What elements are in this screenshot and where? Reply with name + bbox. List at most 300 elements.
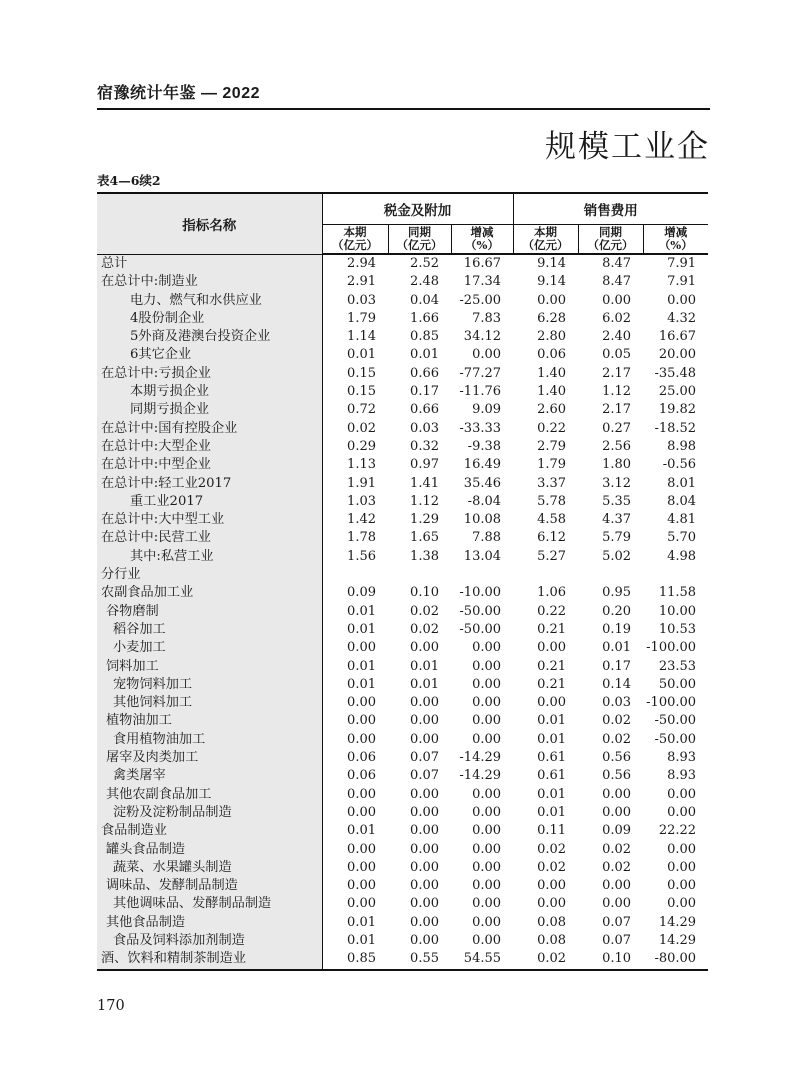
- value-cell: 0.00: [602, 804, 632, 820]
- value-cell: 1.65: [410, 530, 439, 546]
- value-cell: 0.85: [410, 329, 439, 345]
- value-cell: 0.14: [602, 676, 632, 692]
- table-row: [97, 658, 708, 676]
- value-cell: 0.00: [347, 841, 376, 857]
- table-row: [97, 786, 708, 804]
- indicator-cell: 重工业2017: [97, 493, 322, 511]
- value-cell: 1.14: [347, 329, 376, 345]
- value-cell: 0.00: [472, 878, 502, 894]
- table-row: [97, 877, 708, 895]
- value-cell: 8.04: [667, 493, 697, 509]
- table-row: [97, 694, 708, 712]
- value-cell: 23.53: [658, 658, 697, 674]
- sub-header-line2: （亿元）: [587, 237, 634, 252]
- table-row: [97, 767, 708, 785]
- value-cell: 2.48: [410, 274, 439, 290]
- sub-header-same-period-2: [578, 224, 643, 254]
- value-cell: 54.55: [463, 951, 502, 967]
- value-cell: 1.91: [347, 475, 376, 491]
- value-cell: 0.02: [347, 420, 376, 436]
- value-cell: 0.55: [410, 951, 439, 967]
- value-cell: 0.00: [472, 896, 502, 912]
- value-cell: 0.00: [472, 676, 502, 692]
- value-cell: 8.01: [667, 475, 697, 491]
- value-cell: 0.07: [602, 932, 632, 948]
- value-cell: 0.00: [472, 914, 502, 930]
- value-cell: 0.02: [410, 603, 439, 619]
- indicator-cell: 酒、饮料和精制茶制造业: [97, 950, 322, 969]
- value-cell: 4.98: [667, 548, 697, 564]
- indicator-cell: 6其它企业: [97, 346, 322, 364]
- value-cell: 0.56: [602, 750, 632, 766]
- value-cell: 0.02: [410, 621, 439, 637]
- value-cell: 0.27: [602, 420, 632, 436]
- value-cell: -18.52: [654, 420, 697, 436]
- value-cell: 1.12: [410, 493, 439, 509]
- value-cell: 6.12: [537, 530, 567, 546]
- indicator-cell: 淀粉及淀粉制品制造: [97, 804, 322, 822]
- value-cell: 0.02: [602, 841, 632, 857]
- value-cell: 0.06: [537, 347, 567, 363]
- value-cell: 2.17: [602, 365, 632, 381]
- page-title: 规模工业企: [545, 129, 710, 165]
- value-cell: -50.00: [654, 731, 697, 747]
- value-cell: 4.58: [537, 512, 567, 528]
- indicator-cell: 禽类屠宰: [97, 767, 322, 785]
- table-row: [97, 401, 708, 419]
- table-row: [97, 273, 708, 291]
- value-cell: 8.93: [667, 750, 697, 766]
- table-row: [97, 566, 708, 584]
- value-cell: 0.00: [472, 347, 502, 363]
- value-cell: 0.02: [537, 951, 567, 967]
- value-cell: 0.00: [602, 896, 632, 912]
- value-cell: 1.12: [602, 384, 632, 400]
- value-cell: 10.08: [463, 512, 502, 528]
- value-cell: 0.00: [472, 713, 502, 729]
- value-cell: 0.07: [410, 768, 439, 784]
- value-cell: 0.00: [472, 823, 502, 839]
- value-cell: 5.35: [602, 493, 632, 509]
- value-cell: 0.07: [602, 914, 632, 930]
- table-row: [97, 328, 708, 346]
- value-cell: 0.00: [410, 896, 439, 912]
- value-cell: 0.08: [537, 914, 567, 930]
- value-cell: [513, 566, 578, 584]
- value-cell: 0.29: [347, 438, 376, 454]
- table-row: [97, 511, 708, 529]
- value-cell: 0.00: [410, 823, 439, 839]
- indicator-cell: 4股份制企业: [97, 310, 322, 328]
- table-label: 表4—6续2: [97, 173, 161, 188]
- table-row: [97, 420, 708, 438]
- value-cell: -50.00: [459, 603, 502, 619]
- value-cell: 0.01: [347, 676, 376, 692]
- value-cell: [451, 566, 513, 584]
- indicator-cell: 在总计中:大型企业: [97, 438, 322, 456]
- value-cell: 0.01: [347, 621, 376, 637]
- value-cell: -50.00: [654, 713, 697, 729]
- value-cell: 14.29: [658, 932, 697, 948]
- value-cell: 0.00: [472, 640, 502, 656]
- value-cell: 0.01: [537, 713, 567, 729]
- value-cell: 16.67: [658, 329, 697, 345]
- value-cell: [643, 566, 708, 584]
- indicator-cell: 调味品、发酵制品制造: [97, 877, 322, 895]
- value-cell: 0.01: [602, 640, 632, 656]
- value-cell: 0.00: [347, 896, 376, 912]
- indicator-cell: 其他调味品、发酵制品制造: [97, 895, 322, 913]
- value-cell: 0.01: [537, 804, 567, 820]
- value-cell: 0.00: [537, 292, 567, 308]
- value-cell: 0.10: [410, 585, 439, 601]
- value-cell: 8.93: [667, 768, 697, 784]
- sub-header-line2: （亿元）: [522, 237, 569, 252]
- value-cell: 5.79: [602, 530, 632, 546]
- value-cell: 1.79: [347, 310, 376, 326]
- table-row: [97, 621, 708, 639]
- indicator-cell: 罐头食品制造: [97, 841, 322, 859]
- value-cell: 0.15: [347, 365, 376, 381]
- value-cell: 0.00: [410, 640, 439, 656]
- table-body: [97, 254, 708, 970]
- value-cell: 0.22: [537, 420, 567, 436]
- value-cell: 5.70: [667, 530, 697, 546]
- table-row: [97, 603, 708, 621]
- value-cell: 0.00: [410, 713, 439, 729]
- table-row: [97, 475, 708, 493]
- value-cell: 0.00: [667, 292, 697, 308]
- indicator-cell: 在总计中:民营工业: [97, 529, 322, 547]
- value-cell: [578, 566, 643, 584]
- value-cell: 2.91: [347, 274, 376, 290]
- value-cell: 0.00: [347, 731, 376, 747]
- indicator-cell: 在总计中:轻工业2017: [97, 475, 322, 493]
- table-row: [97, 950, 708, 969]
- table-row: [97, 895, 708, 913]
- page-number: 170: [97, 998, 125, 1014]
- value-cell: 8.98: [667, 438, 697, 454]
- indicator-cell: 蔬菜、水果罐头制造: [97, 859, 322, 877]
- value-cell: 1.13: [347, 457, 376, 473]
- value-cell: 0.01: [537, 786, 567, 802]
- value-cell: 0.00: [410, 786, 439, 802]
- sub-header-line1: 本期: [343, 224, 367, 239]
- table-row: [97, 712, 708, 730]
- value-cell: 1.56: [347, 548, 376, 564]
- value-cell: 19.82: [658, 402, 697, 418]
- value-cell: 0.01: [347, 932, 376, 948]
- value-cell: -80.00: [654, 951, 697, 967]
- sub-header-line1: 增减: [470, 224, 494, 239]
- value-cell: 0.01: [347, 603, 376, 619]
- value-cell: 0.00: [667, 786, 697, 802]
- value-cell: -25.00: [459, 292, 502, 308]
- value-cell: 0.00: [472, 932, 502, 948]
- value-cell: 0.22: [537, 603, 567, 619]
- table-row: [97, 822, 708, 840]
- statistics-table: [97, 192, 708, 971]
- value-cell: 0.95: [602, 585, 632, 601]
- value-cell: 8.47: [602, 256, 632, 271]
- value-cell: 3.37: [537, 475, 567, 491]
- value-cell: 0.09: [602, 823, 632, 839]
- value-cell: 25.00: [658, 384, 697, 400]
- value-cell: 22.22: [658, 823, 697, 839]
- value-cell: 35.46: [463, 475, 502, 491]
- group-header-tax-and-surcharges: 税金及附加: [322, 193, 513, 224]
- value-cell: 0.00: [347, 640, 376, 656]
- value-cell: 0.15: [347, 384, 376, 400]
- table-row: [97, 914, 708, 932]
- value-cell: 0.10: [602, 951, 632, 967]
- value-cell: 0.56: [602, 768, 632, 784]
- value-cell: 0.01: [347, 914, 376, 930]
- value-cell: 0.72: [347, 402, 376, 418]
- value-cell: -35.48: [654, 365, 697, 381]
- value-cell: 1.78: [347, 530, 376, 546]
- value-cell: 1.03: [347, 493, 376, 509]
- value-cell: 9.14: [537, 274, 567, 290]
- value-cell: 1.79: [537, 457, 567, 473]
- value-cell: 0.03: [410, 420, 439, 436]
- sub-header-line1: 同期: [408, 224, 431, 239]
- value-cell: 2.17: [602, 402, 632, 418]
- value-cell: 0.01: [347, 347, 376, 363]
- value-cell: 0.66: [410, 402, 439, 418]
- value-cell: 0.02: [537, 859, 567, 875]
- value-cell: 0.01: [347, 823, 376, 839]
- value-cell: 0.02: [537, 841, 567, 857]
- value-cell: 0.00: [347, 804, 376, 820]
- table-row: [97, 493, 708, 511]
- value-cell: 0.00: [537, 878, 567, 894]
- value-cell: 1.66: [410, 310, 439, 326]
- value-cell: 0.00: [667, 841, 697, 857]
- indicator-cell: 5外商及港澳台投资企业: [97, 328, 322, 346]
- sub-header-line1: 本期: [534, 224, 558, 239]
- value-cell: 0.61: [537, 768, 567, 784]
- value-cell: 0.00: [347, 713, 376, 729]
- indicator-cell: 食品制造业: [97, 822, 322, 840]
- value-cell: 0.01: [410, 658, 439, 674]
- indicator-cell: 宠物饲料加工: [97, 676, 322, 694]
- indicator-cell: 其他农副食品加工: [97, 786, 322, 804]
- value-cell: 0.00: [602, 878, 632, 894]
- indicator-cell: 总计: [97, 254, 322, 273]
- table-row: [97, 584, 708, 602]
- value-cell: -33.33: [459, 420, 502, 436]
- value-cell: 4.32: [667, 310, 697, 326]
- indicator-cell: 同期亏损企业: [97, 401, 322, 419]
- value-cell: 0.01: [410, 676, 439, 692]
- value-cell: -10.00: [459, 585, 502, 601]
- value-cell: 20.00: [658, 347, 697, 363]
- indicator-cell: 其他饲料加工: [97, 694, 322, 712]
- value-cell: 0.02: [602, 731, 632, 747]
- value-cell: 11.58: [658, 585, 697, 601]
- value-cell: 0.02: [602, 859, 632, 875]
- table-header: [97, 193, 708, 254]
- indicator-cell: 在总计中:中型企业: [97, 456, 322, 474]
- value-cell: 0.00: [410, 731, 439, 747]
- value-cell: 2.60: [537, 402, 567, 418]
- indicator-cell: 农副食品加工业: [97, 584, 322, 602]
- value-cell: 0.85: [347, 951, 376, 967]
- indicator-cell: 稻谷加工: [97, 621, 322, 639]
- table-row: [97, 292, 708, 310]
- sub-header-change-1: [451, 224, 513, 254]
- value-cell: -50.00: [459, 621, 502, 637]
- value-cell: 0.00: [410, 932, 439, 948]
- value-cell: 5.78: [537, 493, 567, 509]
- table-row: [97, 365, 708, 383]
- value-cell: 0.00: [347, 878, 376, 894]
- value-cell: 0.17: [410, 384, 439, 400]
- table-row: [97, 749, 708, 767]
- sub-header-line2: （%）: [465, 237, 499, 252]
- value-cell: 0.11: [537, 823, 567, 839]
- value-cell: 0.19: [602, 621, 632, 637]
- value-cell: -100.00: [646, 695, 697, 711]
- value-cell: 0.61: [537, 750, 567, 766]
- value-cell: 2.79: [537, 438, 567, 454]
- indicator-cell: 饲料加工: [97, 658, 322, 676]
- sub-header-current-period-2: [513, 224, 578, 254]
- value-cell: 0.00: [537, 695, 567, 711]
- value-cell: 0.17: [602, 658, 632, 674]
- value-cell: 5.27: [537, 548, 567, 564]
- value-cell: 1.42: [347, 512, 376, 528]
- value-cell: 5.02: [602, 548, 632, 564]
- value-cell: 2.52: [410, 256, 439, 271]
- table-row: [97, 438, 708, 456]
- table-row: [97, 529, 708, 547]
- value-cell: 2.80: [537, 329, 567, 345]
- value-cell: 0.21: [537, 658, 567, 674]
- value-cell: 2.94: [347, 256, 376, 271]
- value-cell: 2.56: [602, 438, 632, 454]
- indicator-cell: 谷物磨制: [97, 603, 322, 621]
- value-cell: 16.49: [463, 457, 502, 473]
- sub-header-line2: （%）: [658, 237, 693, 252]
- value-cell: 0.03: [347, 292, 376, 308]
- value-cell: 1.29: [410, 512, 439, 528]
- value-cell: 0.05: [602, 347, 632, 363]
- value-cell: 0.00: [410, 841, 439, 857]
- sub-header-line2: （亿元）: [396, 237, 443, 252]
- table-row: [97, 932, 708, 950]
- value-cell: [322, 566, 388, 584]
- table-row: [97, 383, 708, 401]
- indicator-cell: 在总计中:制造业: [97, 273, 322, 291]
- value-cell: 0.01: [410, 347, 439, 363]
- value-cell: 0.06: [347, 750, 376, 766]
- value-cell: 0.00: [410, 878, 439, 894]
- value-cell: 0.08: [537, 932, 567, 948]
- value-cell: 17.34: [463, 274, 502, 290]
- value-cell: 9.14: [537, 256, 567, 271]
- value-cell: 34.12: [463, 329, 502, 345]
- value-cell: 0.06: [347, 768, 376, 784]
- value-cell: 0.20: [602, 603, 632, 619]
- indicator-cell: 其中:私营工业: [97, 548, 322, 566]
- table-row: [97, 804, 708, 822]
- indicator-cell: 小麦加工: [97, 639, 322, 657]
- value-cell: 0.97: [410, 457, 439, 473]
- value-cell: 4.81: [667, 512, 697, 528]
- sub-header-line1: 增减: [664, 224, 688, 239]
- indicator-cell: 在总计中:亏损企业: [97, 365, 322, 383]
- value-cell: 0.00: [602, 786, 632, 802]
- value-cell: 0.04: [410, 292, 439, 308]
- value-cell: 0.66: [410, 365, 439, 381]
- value-cell: 0.02: [602, 713, 632, 729]
- table-row: [97, 639, 708, 657]
- value-cell: 16.67: [463, 256, 502, 271]
- value-cell: 0.03: [602, 695, 632, 711]
- value-cell: 0.21: [537, 621, 567, 637]
- value-cell: 0.01: [347, 658, 376, 674]
- value-cell: 0.00: [410, 914, 439, 930]
- value-cell: 0.00: [537, 640, 567, 656]
- sub-header-current-period-1: [322, 224, 388, 254]
- value-cell: 0.21: [537, 676, 567, 692]
- value-cell: -8.04: [467, 493, 502, 509]
- table-row: [97, 859, 708, 877]
- value-cell: 0.00: [410, 859, 439, 875]
- value-cell: 0.00: [410, 695, 439, 711]
- group-header-row: [97, 193, 708, 224]
- value-cell: 0.00: [537, 896, 567, 912]
- value-cell: 0.07: [410, 750, 439, 766]
- value-cell: 13.04: [463, 548, 502, 564]
- value-cell: 0.00: [472, 658, 502, 674]
- value-cell: -14.29: [459, 768, 502, 784]
- indicator-cell: 在总计中:国有控股企业: [97, 420, 322, 438]
- value-cell: 10.53: [658, 621, 697, 637]
- value-cell: -77.27: [459, 365, 502, 381]
- value-cell: 1.80: [602, 457, 632, 473]
- value-cell: 0.01: [537, 731, 567, 747]
- table-row: [97, 310, 708, 328]
- table-row: [97, 548, 708, 566]
- value-cell: 0.00: [347, 695, 376, 711]
- indicator-cell: 在总计中:大中型工业: [97, 511, 322, 529]
- value-cell: 0.00: [472, 786, 502, 802]
- value-cell: 0.00: [472, 841, 502, 857]
- value-cell: 0.00: [602, 292, 632, 308]
- value-cell: 7.88: [472, 530, 502, 546]
- indicator-column-header: 指标名称: [97, 193, 322, 254]
- table-row: [97, 456, 708, 474]
- value-cell: -14.29: [459, 750, 502, 766]
- value-cell: 0.00: [472, 695, 502, 711]
- table-row: [97, 254, 708, 273]
- indicator-cell: 食品及饲料添加剂制造: [97, 932, 322, 950]
- indicator-cell: 食用植物油加工: [97, 731, 322, 749]
- value-cell: 3.12: [602, 475, 632, 491]
- value-cell: 1.38: [410, 548, 439, 564]
- indicator-cell: 本期亏损企业: [97, 383, 322, 401]
- table-row: [97, 841, 708, 859]
- value-cell: 6.02: [602, 310, 632, 326]
- table-row: [97, 346, 708, 364]
- value-cell: -100.00: [646, 640, 697, 656]
- value-cell: 0.00: [472, 731, 502, 747]
- value-cell: 7.91: [667, 274, 697, 290]
- value-cell: 0.00: [667, 896, 697, 912]
